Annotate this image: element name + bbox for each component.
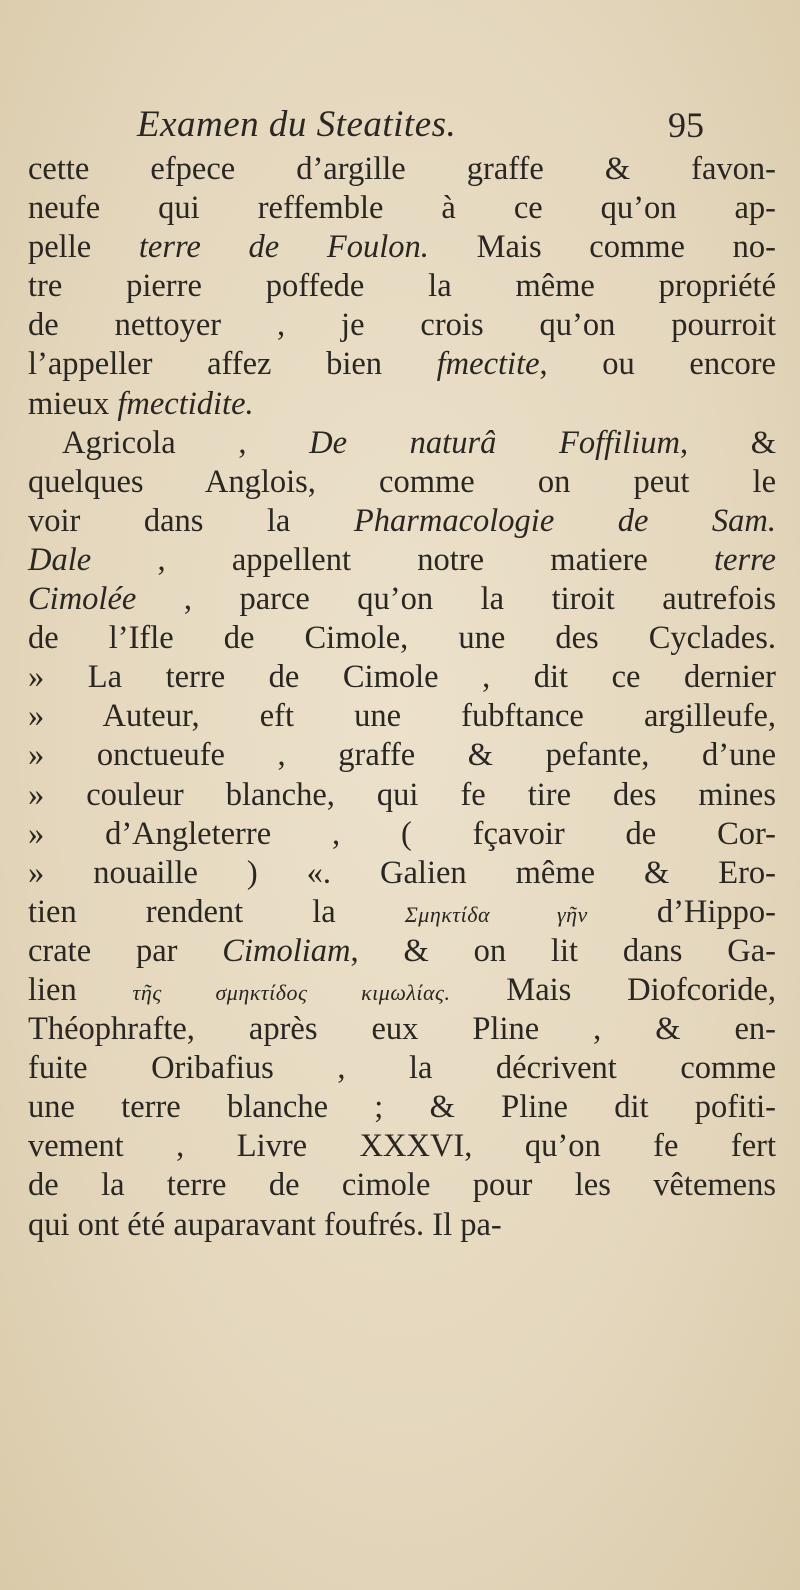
text-run: , parce qu’on la tiroit autrefois — [136, 581, 776, 618]
text-line — [28, 1010, 776, 1049]
text-line — [28, 1127, 776, 1166]
text-line — [28, 345, 776, 384]
text-run: mieux — [28, 385, 118, 422]
text-run: , & — [679, 424, 777, 461]
text-run: » La terre de Cimole , dit ce dernier — [28, 659, 776, 696]
text-run: » d’Angleterre , ( fçavoir de Cor- — [28, 815, 776, 852]
text-run: Mais Diofcoride, — [450, 971, 777, 1008]
text-line — [28, 1206, 776, 1245]
page-number: 95 — [668, 105, 704, 145]
italic-text: Cimoliam — [222, 932, 351, 969]
text-run: lien — [28, 971, 133, 1008]
text-run: une terre blanche ; & Pline dit pofiti- — [28, 1089, 776, 1126]
text-run: qui ont été auparavant foufrés. Il pa- — [28, 1206, 502, 1243]
greek-text: τῆς σμηκτίδος κιμωλίας. — [132, 979, 451, 1005]
text-run: voir dans la — [28, 502, 354, 539]
text-line — [28, 1088, 776, 1127]
text-line — [28, 385, 776, 424]
text-line — [28, 776, 776, 815]
text-run: » nouaille ) «. Galien même & Ero- — [28, 854, 776, 891]
text-line — [28, 697, 776, 736]
italic-text: Pharmacologie de Sam. — [353, 502, 776, 539]
text-run: Mais comme no- — [428, 229, 776, 266]
text-line — [28, 580, 776, 619]
text-run: d’Hippo- — [587, 893, 776, 930]
text-line — [28, 189, 776, 228]
text-line — [28, 424, 776, 463]
text-run: , & on lit dans Ga- — [350, 932, 776, 969]
text-run: tien rendent la — [28, 893, 405, 930]
body-text — [28, 150, 776, 1245]
text-line — [28, 463, 776, 502]
text-run: crate par — [28, 932, 223, 969]
text-run: cette efpece d’argille graffe & favon- — [28, 151, 776, 187]
text-run: l’appeller affez bien — [28, 346, 437, 383]
text-line — [28, 854, 776, 893]
text-run: neufe qui reffemble à ce qu’on ap- — [28, 190, 776, 227]
text-line — [28, 1166, 776, 1205]
text-line — [28, 1049, 776, 1088]
text-run: quelques Anglois, comme on peut le — [28, 463, 776, 500]
italic-text: terre — [714, 541, 776, 578]
italic-text: Dale — [28, 541, 92, 578]
text-line — [28, 815, 776, 854]
text-line — [28, 658, 776, 697]
text-run: de la terre de cimole pour les vêtemens — [28, 1167, 776, 1204]
text-run: , appellent notre matiere — [91, 541, 715, 578]
greek-text: Σμηκτίδα γῆν — [404, 901, 588, 927]
text-run: Théophrafte, après eux Pline , & en- — [28, 1011, 776, 1048]
italic-text: Cimolée — [28, 581, 137, 618]
text-run: » couleur blanche, qui fe tire des mines — [28, 776, 776, 813]
text-line — [28, 267, 776, 306]
text-line — [28, 541, 776, 580]
text-line — [28, 736, 776, 775]
italic-text: terre de Foulon. — [138, 229, 429, 266]
running-title: Examen du Steatites. — [137, 104, 457, 145]
text-run: fuite Oribafius , la décrivent comme — [28, 1050, 776, 1087]
text-line — [28, 619, 776, 658]
text-line — [28, 502, 776, 541]
text-run: de l’Ifle de Cimole, une des Cyclades. — [28, 620, 776, 657]
text-run: vement , Livre XXXVI, qu’on fe fert — [28, 1128, 776, 1165]
text-line — [28, 306, 776, 345]
text-run: de nettoyer , je crois qu’on pourroit — [28, 307, 776, 344]
text-line — [28, 893, 776, 932]
text-line — [28, 932, 776, 971]
text-run: tre pierre poffede la même propriété — [28, 268, 776, 305]
italic-text: De naturâ Foffilium — [309, 424, 680, 461]
page-header — [0, 100, 800, 150]
text-line — [28, 971, 776, 1010]
italic-text: fmectidite. — [117, 385, 254, 422]
text-line — [28, 150, 776, 189]
text-run: » onctueufe , graffe & pefante, d’une — [28, 737, 776, 774]
text-run: Agricola , — [62, 424, 310, 461]
text-line — [28, 228, 776, 267]
text-run: » Auteur, eft une fubftance argilleufe, — [28, 698, 776, 735]
italic-text: fmectite — [436, 346, 540, 383]
text-run: pelle — [28, 229, 139, 266]
text-run: , ou encore — [539, 346, 776, 383]
